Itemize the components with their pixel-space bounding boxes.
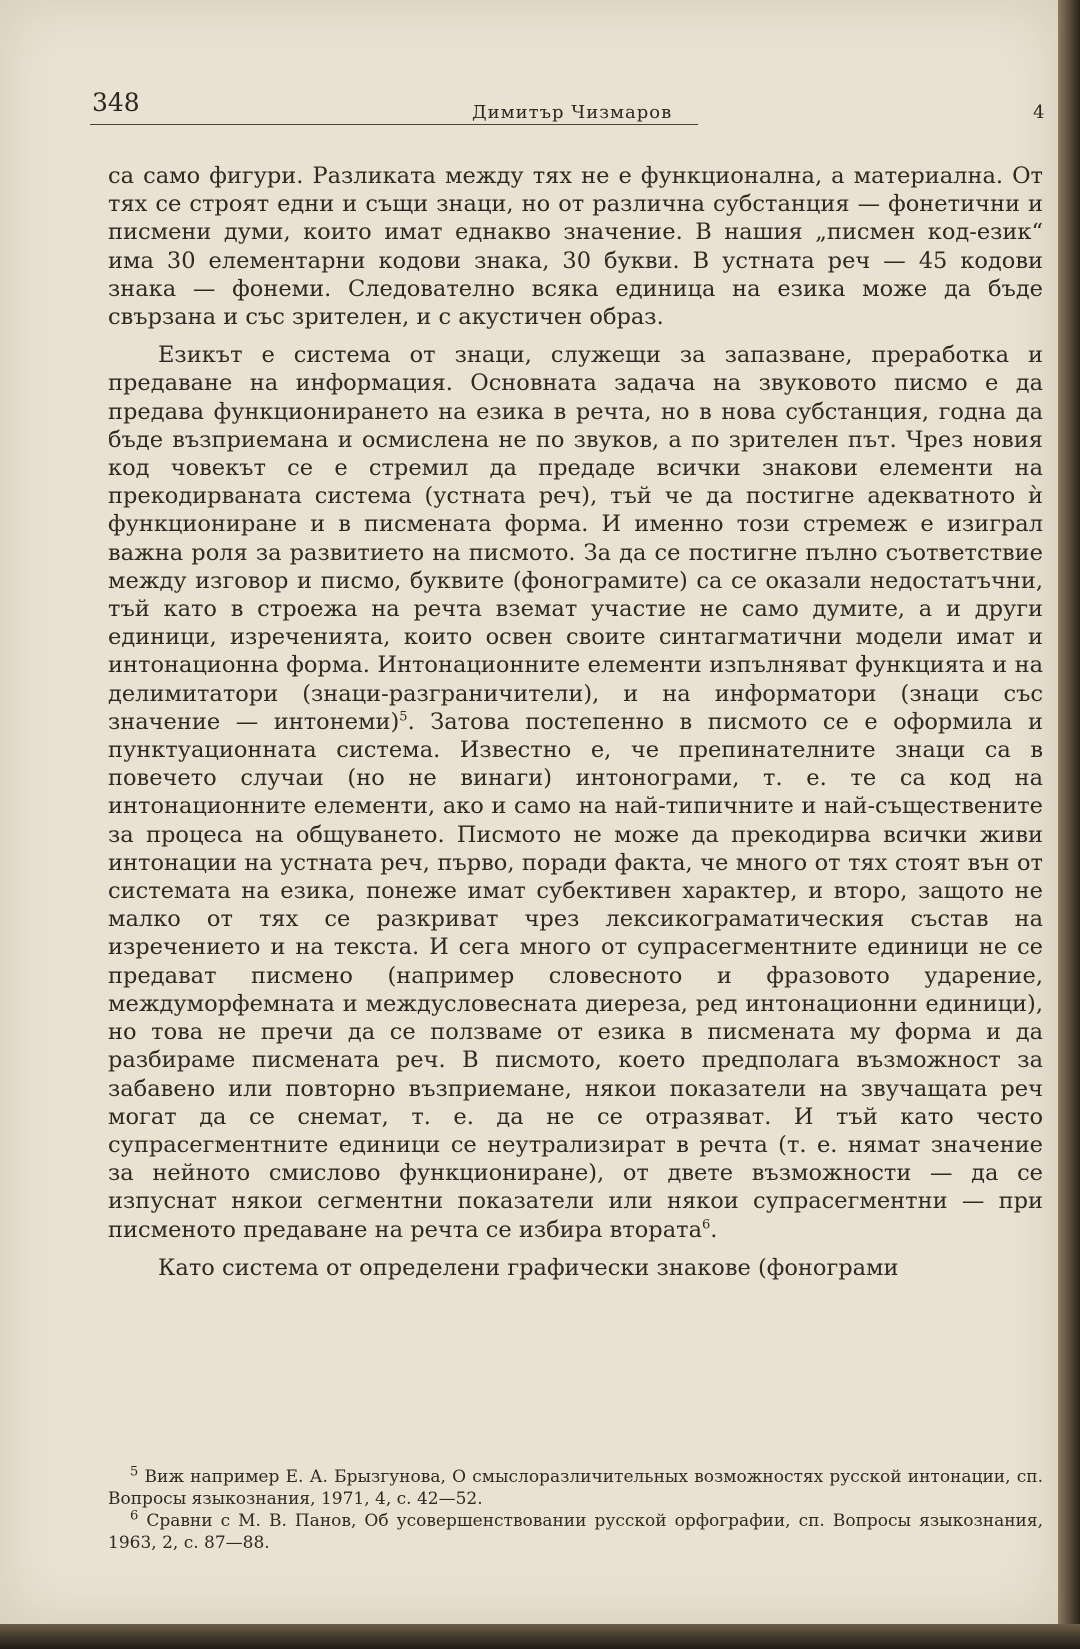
footnote [108, 1466, 1043, 1510]
footnote-ref-6: 6 [702, 1217, 711, 1233]
corner-mark: 4 [1033, 102, 1045, 123]
body-text [108, 162, 1043, 1282]
page-number: 348 [92, 88, 140, 117]
page-bottom-edge [0, 1624, 1080, 1649]
footnote-mark: 5 [130, 1464, 139, 1480]
page-header [90, 88, 1050, 128]
paragraph-3: Като система от определени графически знакове (фонограми [158, 1254, 899, 1281]
paragraph-2-part-1: Езикът е система от знаци, служещи за запазване, преработка и предаване на информация. Основната задача на звуковото писмо е да предава функционирането на езика в речта, но в нова субстанция, годна да бъде възприемана и осмислена не по звуков, а по зрителен път. Чрез новия код човекът се е стремил да предаде всички знакови елементи на прекодирваната система (устната реч), тъй че да постигне адекватното ѝ функциониране и в писмената форма. И именно този стремеж е изиграл важна роля за развитието на писмото. За да се постигне пълно съответствие между изговор и писмо, буквите (фонограмите) са се оказали недостатъчни, тъй като в строежа на речта вземат участие не само думите, а и други единици, изреченията, които освен своите синтагматични модели имат и интонационна форма. Интонационните елементи изпълняват функцията и на делимитатори (знаци-разграничители), и на информатори (знаци със значение — интонеми) [108, 342, 1043, 735]
footnote-mark: 6 [130, 1508, 139, 1524]
header-rule [90, 124, 698, 125]
running-head: Димитър Чизмаров [472, 102, 673, 123]
footnote-text: Сравни с М. В. Панов, Об усовершенствовании русской орфографии, сп. Вопросы языкознания, 1963, 2, с. 87—88. [108, 1511, 1044, 1553]
paragraph-1: са само фигури. Разликата между тях не е функционална, а материална. От тях се строят едни и същи знаци, но от различна субстанция — фонетични и писмени думи, които имат еднакво значение. В нашия „писмен код-език“ има 30 елементарни кодови знака, 30 букви. В устната реч — 45 кодови знака — фонеми. Следователно всяка единица на езика може да бъде свързана и със зрителен, и с акустичен образ. [108, 163, 1043, 331]
footnote-ref-5: 5 [399, 709, 408, 725]
paragraph-2-part-2: . Затова постепенно в писмото се е оформила и пунктуационната система. Известно е, че препинателните знаци са в повечето случаи (но не винаги) интонограми, т. е. те са код на интонационните елементи, ако и само на най-типичните и най-съществените за процеса на общуването. Писмото не може да прекодирва всички живи интонации на устната реч, първо, поради факта, че много от тях стоят вън от системата на езика, понеже имат субективен характер, и второ, защото не малко от тях се разкриват чрез лексикограматическия състав на изречението и на текста. И сега много от супрасегментните единици не се предават писмено (например словесното и фразовото ударение, междуморфемната и междусловесната диереза, ред интонационни единици), но това не пречи да се ползваме от езика в писмената му форма и да разбираме писмената реч. [108, 708, 1043, 1074]
footnote-text: Виж например Е. А. Брызгунова, О смыслоразличительных возможностях русской интонации, сп. Вопросы языкознания, 1971, 4, с. 42—52. [108, 1467, 1043, 1509]
paragraph-2: Езикът е система от знаци, служещи за запазване, преработка и предаване на информация. Основната задача на звуковото писмо е да предава функционирането на езика в речта, но в нова субстанция, годна да бъде възприемана и осмислена не по звуков, а по зрителен път. Чрез новия код човекът се е стремил да предаде всички знакови елементи на прекодирваната система (устната реч), тъй че да постигне адекватното ѝ функциониране и в писмената форма. И именно този стремеж е изиграл важна роля за развитието на писмото. За да се постигне пълно съответствие между изговор и писмо, буквите (фонограмите) са се оказали недостатъчни, тъй като в строежа на речта вземат участие не само думите, а и други единици, изреченията, които освен своите синтагматични модели имат и интонационна форма. Интонационните елементи изпълняват функцията и на делимитатори (знаци-разграничители), и на информатори (знаци със значение — интонеми)$^5$. Затова постепенно в писмото се е оформила и пунктуационната система. Известно е, че препинателните знаци са в повечето случаи (но не винаги) интонограми, т. е. те са код на интонационните елементи, ако и само на най-типичните и най-съществените за процеса на общуването. Писмото не може да прекодирва всички живи интонации на устната реч, първо, поради факта, че много от тях стоят вън от системата на езика, понеже имат субективен характер, и второ, защото не малко от тях се разкриват чрез лексикограматическия състав на изречението и на текста. И сега много от супрасегментните единици не се предават писмено (например словесното и фразовото ударение, междуморфемната и междусловесната диереза, ред интонационни единици), но това не пречи да се ползваме от езика в писмената му форма и да разбираме писмената реч. В писмото, което предполага възможност за забавено или повторно възприемане, някои показатели на звучащата реч могат да се снемат, т. е. да не се отразяват. И тъй като често супрасегментните единици се неутрализират в речта (т. е. нямат значение за нейното смислово функциониране), от двете възможности — да се изпуснат някои сегментни показатели или някои супрасегментни — при писменото предаване на речта се избира втората$^6$. [108, 342, 1043, 1243]
footnotes [108, 1466, 1043, 1554]
paragraph-2-part-3: В писмото, което предполага възможност за забавено или повторно възприемане, някои показатели на звучащата реч могат да се снемат, т. е. да не се отразяват. И тъй като често супрасегментните единици се неутрализират в речта (т. е. нямат значение за нейното смислово функциониране), от двете възможности — да се изпуснат някои сегментни показатели или някои супрасегментни — при писменото предаване на речта се избира втората [108, 1047, 1043, 1243]
book-spine-shadow [1058, 0, 1080, 1649]
footnote [108, 1510, 1043, 1554]
